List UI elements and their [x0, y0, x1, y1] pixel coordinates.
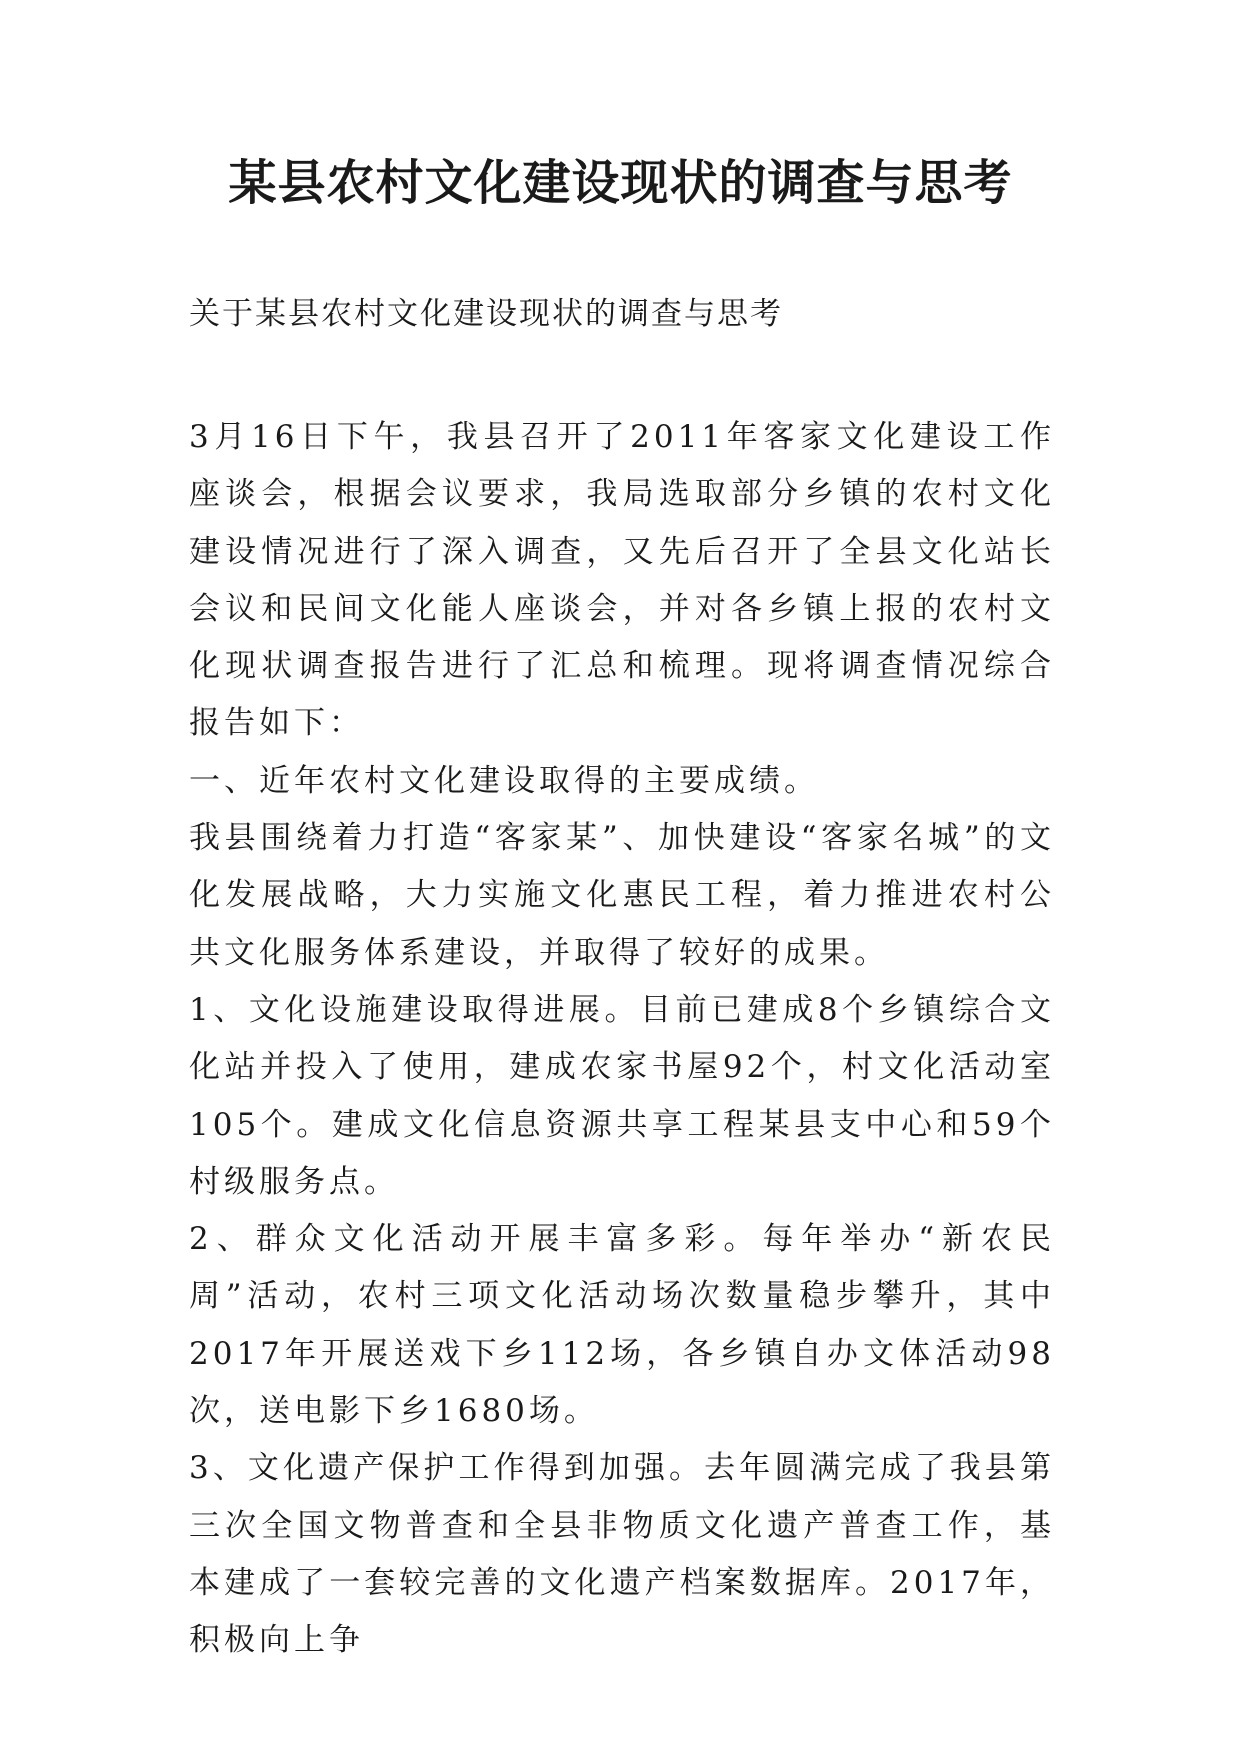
paragraph-item-1: 1、文化设施建设取得进展。目前已建成8个乡镇综合文化站并投入了使用，建成农家书屋92个，村文化活动室105个。建成文化信息资源共享工程某县支中心和59个村级服务点。 [189, 991, 1055, 1200]
paragraph-strategy: 我县围绕着力打造“客家某”、加快建设“客家名城”的文化发展战略，大力实施文化惠民工程，着力推进农村公共文化服务体系建设，并取得了较好的成果。 [189, 820, 1055, 971]
document-subtitle: 关于某县农村文化建设现状的调查与思考 [189, 296, 783, 332]
document-body [189, 409, 1055, 1670]
document-title: 某县农村文化建设现状的调查与思考 [228, 155, 1013, 211]
paragraph-intro: 3月16日下午，我县召开了2011年客家文化建设工作座谈会，根据会议要求，我局选取部分乡镇的农村文化建设情况进行了深入调查，又先后召开了全县文化站长会议和民间文化能人座谈会，并对各乡镇上报的农村文化现状调查报告进行了汇总和梳理。现将调查情况综合报告如下： [189, 419, 1055, 742]
section-heading-achievements: 一、近年农村文化建设取得的主要成绩。 [189, 762, 819, 799]
paragraph-item-3: 3、文化遗产保护工作得到加强。去年圆满完成了我县第三次全国文物普查和全县非物质文化遗产普查工作，基本建成了一套较完善的文化遗产档案数据库。2017年，积极向上争 [189, 1450, 1055, 1659]
paragraph-item-2: 2、群众文化活动开展丰富多彩。每年举办“新农民周”活动，农村三项文化活动场次数量稳步攀升，其中2017年开展送戏下乡112场，各乡镇自办文体活动98次，送电影下乡1680场。 [189, 1221, 1055, 1430]
